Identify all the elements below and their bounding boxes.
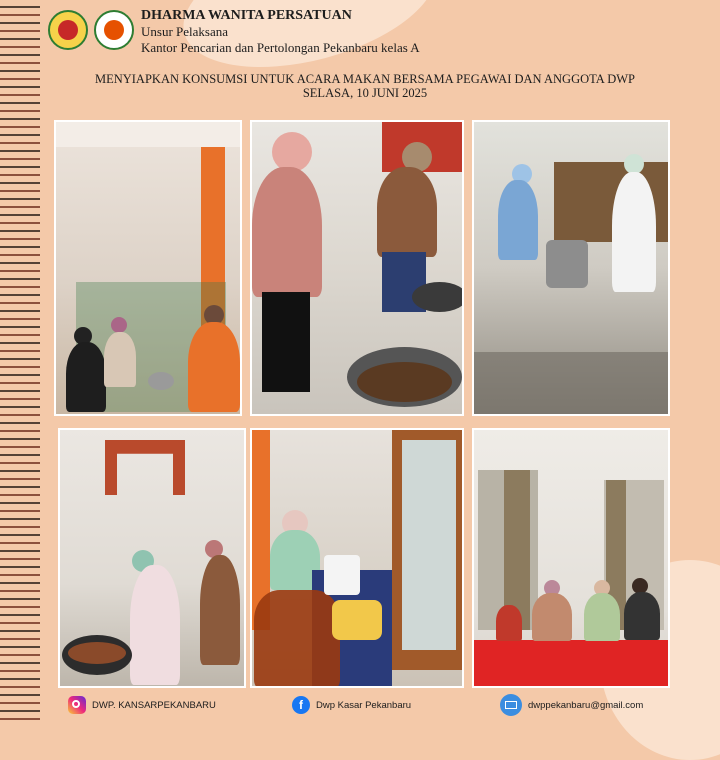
instagram-link[interactable] (68, 694, 216, 716)
photo-stirring-wok (250, 120, 464, 416)
instagram-handle: DWP. KANSARPEKANBARU (92, 699, 216, 711)
dwp-logo (48, 10, 88, 50)
header (48, 6, 668, 58)
email-address: dwppekanbaru@gmail.com (528, 699, 644, 711)
basarnas-logo (94, 10, 134, 50)
org-name: DHARMA WANITA PERSATUAN (141, 8, 352, 23)
title-line-1: MENYIAPKAN KONSUMSI UNTUK ACARA MAKAN BERSAMA PEGAWAI DAN ANGGOTA DWP (94, 72, 636, 86)
page-title (60, 72, 670, 100)
org-office: Kantor Pencarian dan Pertolongan Pekanbaru kelas A (141, 40, 420, 55)
title-line-2: SELASA, 10 JUNI 2025 (302, 86, 428, 100)
photo-food-table (250, 428, 464, 688)
email-link[interactable] (500, 694, 643, 716)
facebook-link[interactable] (292, 694, 411, 716)
facebook-handle: Dwp Kasar Pekanbaru (316, 699, 412, 711)
photo-outdoor-pot (472, 120, 670, 416)
photo-stirring-pot (58, 428, 246, 688)
footer (0, 690, 720, 720)
org-unit: Unsur Pelaksana (141, 24, 229, 39)
mail-icon (500, 694, 522, 716)
decorative-border (0, 0, 40, 720)
photo-seated-meal (472, 428, 670, 688)
photo-women-sitting (54, 120, 242, 416)
instagram-icon (68, 696, 86, 714)
facebook-icon: f (292, 696, 310, 714)
